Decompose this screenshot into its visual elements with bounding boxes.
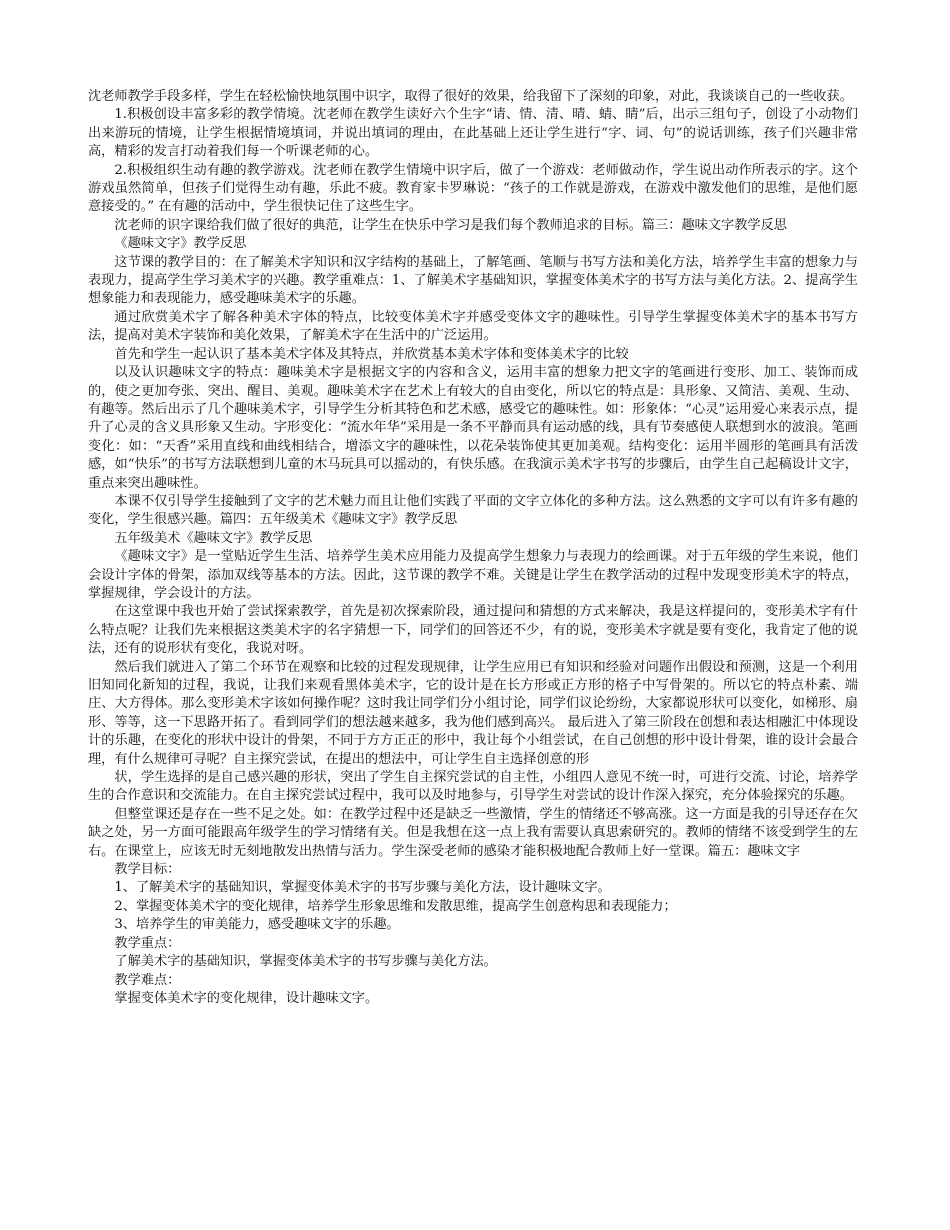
paragraph-4: 沈老师的识字课给我们做了很好的典范，让学生在快乐中学习是我们每个教师追求的目标。篇三：趣味文字教学反思: [114, 217, 787, 233]
paragraph-21: 教学重点：: [114, 935, 181, 951]
paragraph-24: 掌握变体美术字的变化规律，设计趣味文字。: [114, 990, 379, 1006]
paragraph-12: 《趣味文字》是一堂贴近学生生活、培养学生美术应用能力及提高学生想象力与表现力的绘画课。对于五年级的学生来说，他们会设计字体的骨架，添加双线等基本的方法。因此，这节课的教学不难。关键是让学生在教学活动的过程中发现变形美术字的特点，掌握规律，学会设计的方法。: [88, 549, 858, 601]
paragraph-2: 1.积极创设丰富多彩的教学情境。沈老师在教学生读好六个生字“请、情、清、晴、蜻、睛”后，出示三组句子，创设了小动物们出来游玩的情境，让学生根据情境填词，并说出填词的理由，在此基础上还让学生进行“字、词、句”的说话训练，孩子们兴趣非常高，精彩的发言打动着我们每一个听课老师的心。: [88, 107, 858, 160]
paragraph-11: 五年级美术《趣味文字》教学反思: [114, 530, 313, 546]
paragraph-20: 3、培养学生的审美能力，感受趣味文字的乐趣。: [114, 917, 400, 933]
paragraph-6: 这节课的教学目的：在了解美术字知识和汉字结构的基础上，了解笔画、笔顺与书写方法和美化方法，培养学生丰富的想象力与表现力，提高学生学习美术字的兴趣。教学重难点：1、了解美术字基础知识，掌握变体美术字的书写方法与美化方法。2、提高学生想象能力和表现能力，感受趣味美术字的乐趣。: [88, 254, 858, 307]
paragraph-16: 但整堂课还是存在一些不足之处。如：在教学过程中还是缺乏一些激情，学生的情绪还不够高涨。这一方面是我的引导还存在欠缺之处，另一方面可能跟高年级学生的学习情绪有关。但是我想在这一点上我有需要认真思索研究的。教师的情绪不该受到学生的左右。在课堂上，应该无时无刻地散发出热情与活力。学生深受老师的感染才能积极地配合教师上好一堂课。篇五：趣味文字: [88, 806, 858, 859]
paragraph-7: 通过欣赏美术字了解各种美术字体的特点，比较变体美术字并感受变体文字的趣味性。引导学生掌握变体美术字的基本书写方法，提高对美术字装饰和美化效果，了解美术字在生活中的广泛运用。: [88, 309, 858, 344]
paragraph-15: 状，学生选择的是自己感兴趣的形状，突出了学生自主探究尝试的自主性，小组四人意见不统一时，可进行交流、讨论，培养学生的合作意识和交流能力。在自主探究尝试过程中，我可以及时地参与，引导学生对尝试的设计作深入探究，充分体验探究的乐趣。: [88, 770, 858, 804]
paragraph-19: 2、掌握变体美术字的变化规律，培养学生形象思维和发散思维，提高学生创意构思和表现能力；: [114, 898, 677, 914]
paragraph-3: 2.积极组织生动有趣的教学游戏。沈老师在教学生情境中识字后，做了一个游戏：老师做动作，学生说出动作所表示的字。这个游戏虽然简单，但孩子们觉得生动有趣，乐此不疲。教育家卡罗琳说：“孩子的工作就是游戏，在游戏中激发他们的思维，是他们愿意接受的。” 在有趣的活动中，学生很快记住了这些生字。: [88, 162, 858, 215]
document-body: [88, 88, 858, 1008]
paragraph-5: 《趣味文字》教学反思: [114, 236, 247, 252]
paragraph-23: 教学难点：: [114, 972, 181, 988]
paragraph-10: 本课不仅引导学生接触到了文字的艺术魅力而且让他们实践了平面的文字立体化的多种方法。这么熟悉的文字可以有许多有趣的变化，学生很感兴趣。篇四：五年级美术《趣味文字》教学反思: [88, 493, 858, 528]
paragraph-13: 在这堂课中我也开始了尝试探索教学，首先是初次探索阶段，通过提问和猜想的方式来解决，我是这样提问的，变形美术字有什么特点呢？让我们先来根据这类美术字的名字猜想一下，同学们的回答还不少，有的说，变形美术字就是要有变化，我肯定了他的说法，还有的说形状有变化，我说对呀。: [88, 604, 858, 657]
paragraph-18: 1、了解美术字的基础知识，掌握变体美术字的书写步骤与美化方法，设计趣味文字。: [114, 880, 611, 896]
paragraph-22: 了解美术字的基础知识，掌握变体美术字的书写步骤与美化方法。: [114, 954, 497, 970]
paragraph-9: 以及认识趣味文字的特点：趣味美术字是根据文字的内容和含义，运用丰富的想象力把文字的笔画进行变形、加工、装饰而成的，使之更加夸张、突出、醒目、美观。趣味美术字在艺术上有较大的自由变化，所以它的特点是：具形象、又简洁、美观、生动、有趣等。然后出示了几个趣味美术字，引导学生分析其特色和艺术感，感受它的趣味性。如：形象体：“心灵”运用爱心来表示点，提升了心灵的含义具形象又生动。字形变化：“流水年华”采用是一条不平静而具有运动感的线，具有节奏感使人联想到水的波浪。笔画变化：如：“天香”采用直线和曲线相结合，增添文字的趣味性，以花朵装饰使其更加美观。结构变化：运用半圆形的笔画具有活泼感，如“快乐”的书写方法联想到儿童的木马玩具可以摇动的，有快乐感。在我演示美术字书写的步骤后，由学生自己起稿设计文字，重点来突出趣味性。: [88, 365, 858, 491]
paragraph-8: 首先和学生一起认识了基本美术字体及其特点，并欣赏基本美术字体和变体美术字的比较: [114, 346, 629, 362]
paragraph-14: 然后我们就进入了第二个环节在观察和比较的过程发现规律，让学生应用已有知识和经验对问题作出假设和预测，这是一个利用旧知同化新知的过程，我说，让我们来观看黑体美术字，它的设计是在长方形或正方形的格子中写骨架的。所以它的特点朴素、端庄、大方得体。那么变形美术字该如何操作呢？这时我让同学们分小组讨论，同学们议论纷纷，大家都说形状可以变化，如梯形、扇形、等等，这一下思路开拓了。看到同学们的想法越来越多，我为他们感到高兴。 最后进入了第三阶段在创想和表达相融汇中体现设计的乐趣，在变化的形状中设计的骨架，不同于方方正正的形中，我让每个小组尝试，在自己创想的形中设计骨架，谁的设计会最合理，有什么规律可寻呢？自主探究尝试，在提出的想法中，可让学生自主选择创意的形: [88, 659, 858, 767]
paragraph-1: 沈老师教学手段多样，学生在轻松愉快地氛围中识字，取得了很好的效果，给我留下了深刻的印象，对此，我谈谈自己的一些收获。: [88, 89, 853, 104]
paragraph-17: 教学目标：: [114, 862, 181, 878]
